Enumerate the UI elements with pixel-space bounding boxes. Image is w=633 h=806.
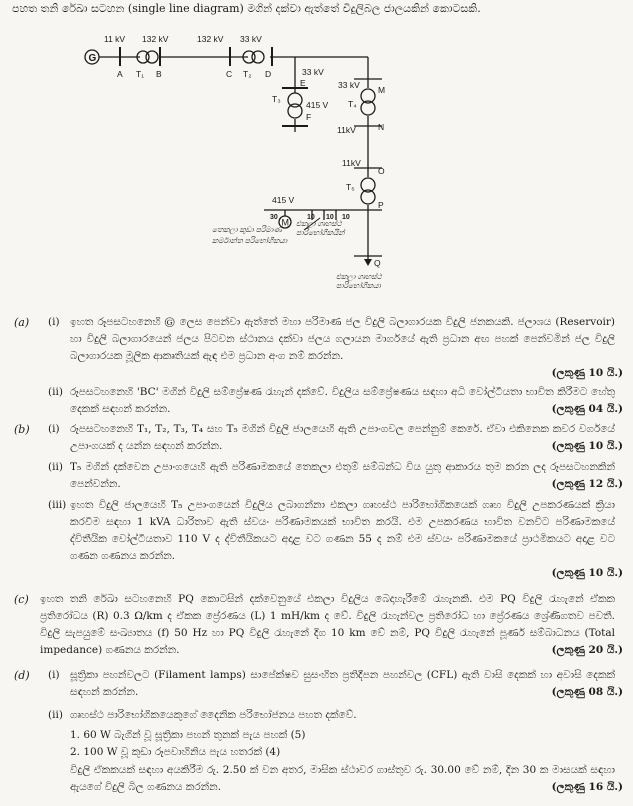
question-c	[0, 591, 633, 666]
label-415v-f: 415 V	[306, 100, 329, 110]
label-bus-e: E	[300, 78, 306, 88]
label-415v-p: 415 V	[272, 195, 295, 205]
house-caption-line1: එකලා ගෘහස්ථ	[296, 219, 342, 228]
label-bus-a: A	[117, 69, 123, 79]
label-33kv-d: 33 kV	[240, 34, 262, 44]
label-count-10-c: 10	[342, 214, 350, 221]
label-t5: T₅	[346, 182, 355, 192]
label-33kv-e: 33 kV	[302, 67, 324, 77]
marks-a-i: (ලකුණු 10 යි.)	[551, 367, 623, 379]
transformer-t2-secondary	[252, 51, 264, 63]
label-11kv-n: 11kV	[337, 125, 356, 135]
list-item: 1. 60 W බැගින් වූ සූත්‍රිකා පහන් තුනක් පැය පහක් (5)	[70, 729, 306, 741]
num-b-iii: (iii)	[48, 499, 67, 511]
marks-b-iii: (ලකුණු 10 යි.)	[551, 567, 623, 579]
text-a-ii: රූපසටහනෙහි 'BC' මගින් විදුලි සම්ප්‍රේෂණ රැහැන් දක්වේ. විදුලිය සම්ප්‍රේෂණය සඳහා අධි වෝල්ටීයතා භාවිත කිරීමට හේතු දෙකක් සඳහන් කරන්න.	[70, 386, 615, 415]
motor-letter: M	[281, 217, 289, 228]
label-count-10-a: 10	[307, 214, 315, 221]
transformer-t3-secondary	[288, 104, 302, 118]
num-a-i: (i)	[48, 316, 60, 328]
question-b	[0, 421, 633, 581]
text-d-i: සූත්‍රිකා පහන්වලට (Filament lamps) සාපේක්ෂව සුසංහිත ප්‍රතිදීපන පහන්වල (CFL) ඇති වාසි දෙකක් හා අවාසි දෙකක් සඳහන් කරන්න.	[70, 669, 615, 698]
q-caption-line1: එකලා ගෘහස්ථ	[336, 272, 382, 281]
label-bus-d: D	[265, 69, 272, 79]
motor-caption-line1: තෙකලා කුඩා පරිමාණ	[212, 225, 282, 234]
text-a-i: ඉහත රූපසටහනෙහි Ⓖ ලෙස පෙන්වා ඇත්තේ මහා පරිමාණ ජල විදුලි බලාගාරයක විදුලි ජනකයකි. ජලාශය (Reservoir) හා විදුලි බලාගාරයෙන් ජලය පිටවන ස්ථානය දක්වා ජලය ගලායන මාර්ගයේ ඇති ප්‍රධාන අඟ පහක් පෙන්වමින් ජල විදුලි බලාගාරයක මූලික ආකෘතියක් ඇඳ එම ප්‍රධාන අංග නම් කරන්න.	[70, 316, 615, 362]
label-d: (d)	[14, 669, 30, 682]
house-caption-line2: පාරිභෝගිකයින්	[296, 228, 345, 237]
num-d-i: (i)	[48, 669, 60, 681]
label-bus-o: O	[378, 166, 385, 176]
marks-c: (ලකුණු 20 යි.)	[551, 644, 623, 656]
label-t2: T₂	[243, 69, 252, 79]
text-d-ii: ගෘහස්ථ පාරිභෝගිකයෙකුගේ දෛනික පරිභෝජනය පහත දක්වේ.	[70, 709, 357, 721]
label-bus-f: F	[306, 112, 312, 122]
text-c: ඉහත තනි රේඛා සටහනෙහි PQ කොටසින් දක්වෙනුයේ එකලා විදුලිය බෙදාහැරීමේ රැහැනකි. එම PQ විදුලි රැහැනේ ඒකක ප්‍රතිරෝධය (R) 0.3 Ω/km ද ඒකක ප්‍රේරණය (L) 1 mH/km ද වේ. විදුලි රැහැන්වල ප්‍රතිරෝධ හා ප්‍රේරණය ශ්‍රේණිගතව පවතී. විදුලි සැපයුමේ සංඛ්‍යාතය (f) 50 Hz හා PQ විදුලි රැහැනේ දිග 10 km වේ නම්, PQ විදුලි රැහැනේ පූර්ණ සම්බාධනය (Total impedance) ගණනය කරන්න.	[40, 593, 615, 656]
transformer-t1-secondary	[146, 51, 158, 63]
generator-letter: G	[88, 53, 97, 64]
label-t3: T₃	[272, 94, 281, 104]
label-11kv-o: 11kV	[342, 158, 361, 168]
label-b: (b)	[14, 423, 30, 436]
label-bus-c: C	[226, 69, 233, 79]
marks-a-ii: (ලකුණු 04 යි.)	[551, 403, 623, 415]
label-132kv-c: 132 kV	[197, 34, 224, 44]
marks-b-ii: (ලකුණු 12 යි.)	[551, 478, 623, 490]
marks-b-i: (ලකුණු 10 යි.)	[551, 440, 623, 452]
text-d-ii-tail: විදුලි ඒකකයක් සඳහා අයකිරීම රු. 2.50 ක් වන අතර, මාසික ස්ථාවර ගාස්තුව රු. 30.00 වේ නම්, දින 30 ක මාසයක් සඳහා ඇයගේ විදුලි බිල ගණනය කරන්න.	[70, 764, 615, 793]
label-a: (a)	[14, 316, 30, 329]
num-a-ii: (ii)	[48, 386, 63, 398]
intro-text: පහත තනි රේඛා සටහන (single line diagram) මගින් දක්වා ඇත්තේ විදුලිබල ජාලයකින් කොටසකි.	[12, 2, 481, 15]
label-t1: T₁	[136, 69, 145, 79]
transformer-t3-primary	[288, 93, 302, 107]
label-11kv-gen: 11 kV	[104, 34, 126, 44]
label-33kv-m: 33 kV	[338, 80, 360, 90]
label-132kv-b: 132 kV	[142, 34, 169, 44]
list-item: 2. 100 W වූ කුඩා රූපවාහිනිය පැය හතරක් (4)	[70, 746, 281, 758]
label-c: (c)	[14, 593, 29, 606]
single-line-diagram	[0, 0, 633, 300]
num-b-i: (i)	[48, 423, 60, 435]
label-bus-m: M	[378, 85, 386, 95]
arrow-icon	[364, 259, 372, 266]
text-b-ii: T₅ මගින් දක්වෙන උපාංගයෙහි ඇති පරිණාමකයේ තෙකලා එතුම් සම්බන්ධ විය යුතු ආකාරය තුම කරන ලද රූපසටහනකින් පෙන්වන්න.	[70, 461, 615, 490]
label-count-30: 30	[270, 214, 278, 221]
num-d-ii: (ii)	[48, 709, 63, 721]
label-bus-q: Q	[374, 258, 381, 268]
label-count-10-b: 10	[326, 214, 334, 221]
text-b-i: රූපසටහනෙහි T₁, T₂, T₃, T₄ සහ T₅ මගින් විදුලි ජාලයෙහි ඇති උපාංගවල පෙන්නුම් කෙරේ. ඒවා එකිනෙක කවර වර්ගයේ උපාංගයක් ද යන්න සඳහන් කරන්න.	[70, 423, 615, 452]
marks-d-ii: (ලකුණු 16 යි.)	[551, 781, 623, 793]
q-caption-line2: පාරිභෝගිකයා	[336, 281, 381, 290]
question-d	[0, 667, 633, 806]
num-b-ii: (ii)	[48, 461, 63, 473]
label-bus-p: P	[378, 200, 384, 210]
text-b-iii: ඉහත විදුලි ජාලයෙහි T₅ උපාංගයෙන් විදුලිය ලබාගන්නා එකලා ගෘහස්ථ පාරිභෝගිකයෙක් ගෘහ විදුලි උපකරණයක් ක්‍රියා කරවීම සඳහා 1 kVA ධාරිතාව ඇති ස්වයං පරිණාමකයක් භාවිත කරයි. එම උපකරණය භාවිත වනවිට පරිණාමකයේ ද්විතීයික වෝල්ටීයතාව 110 V ද ද්විතීයිකයට අදාළ වට ගණන 55 ද නම් එම ස්වයං පරිණාමකයේ ප්‍රාථමිකයට අදාළ වට ගණන ගණනය කරන්න.	[70, 499, 615, 562]
label-bus-n: N	[378, 122, 385, 132]
label-t4: T₄	[348, 99, 357, 109]
marks-d-i: (ලකුණු 08 යි.)	[551, 686, 623, 698]
label-bus-b: B	[156, 69, 162, 79]
motor-caption-line2: කර්මාන්ත පරිභෝගිකයා	[212, 236, 288, 245]
